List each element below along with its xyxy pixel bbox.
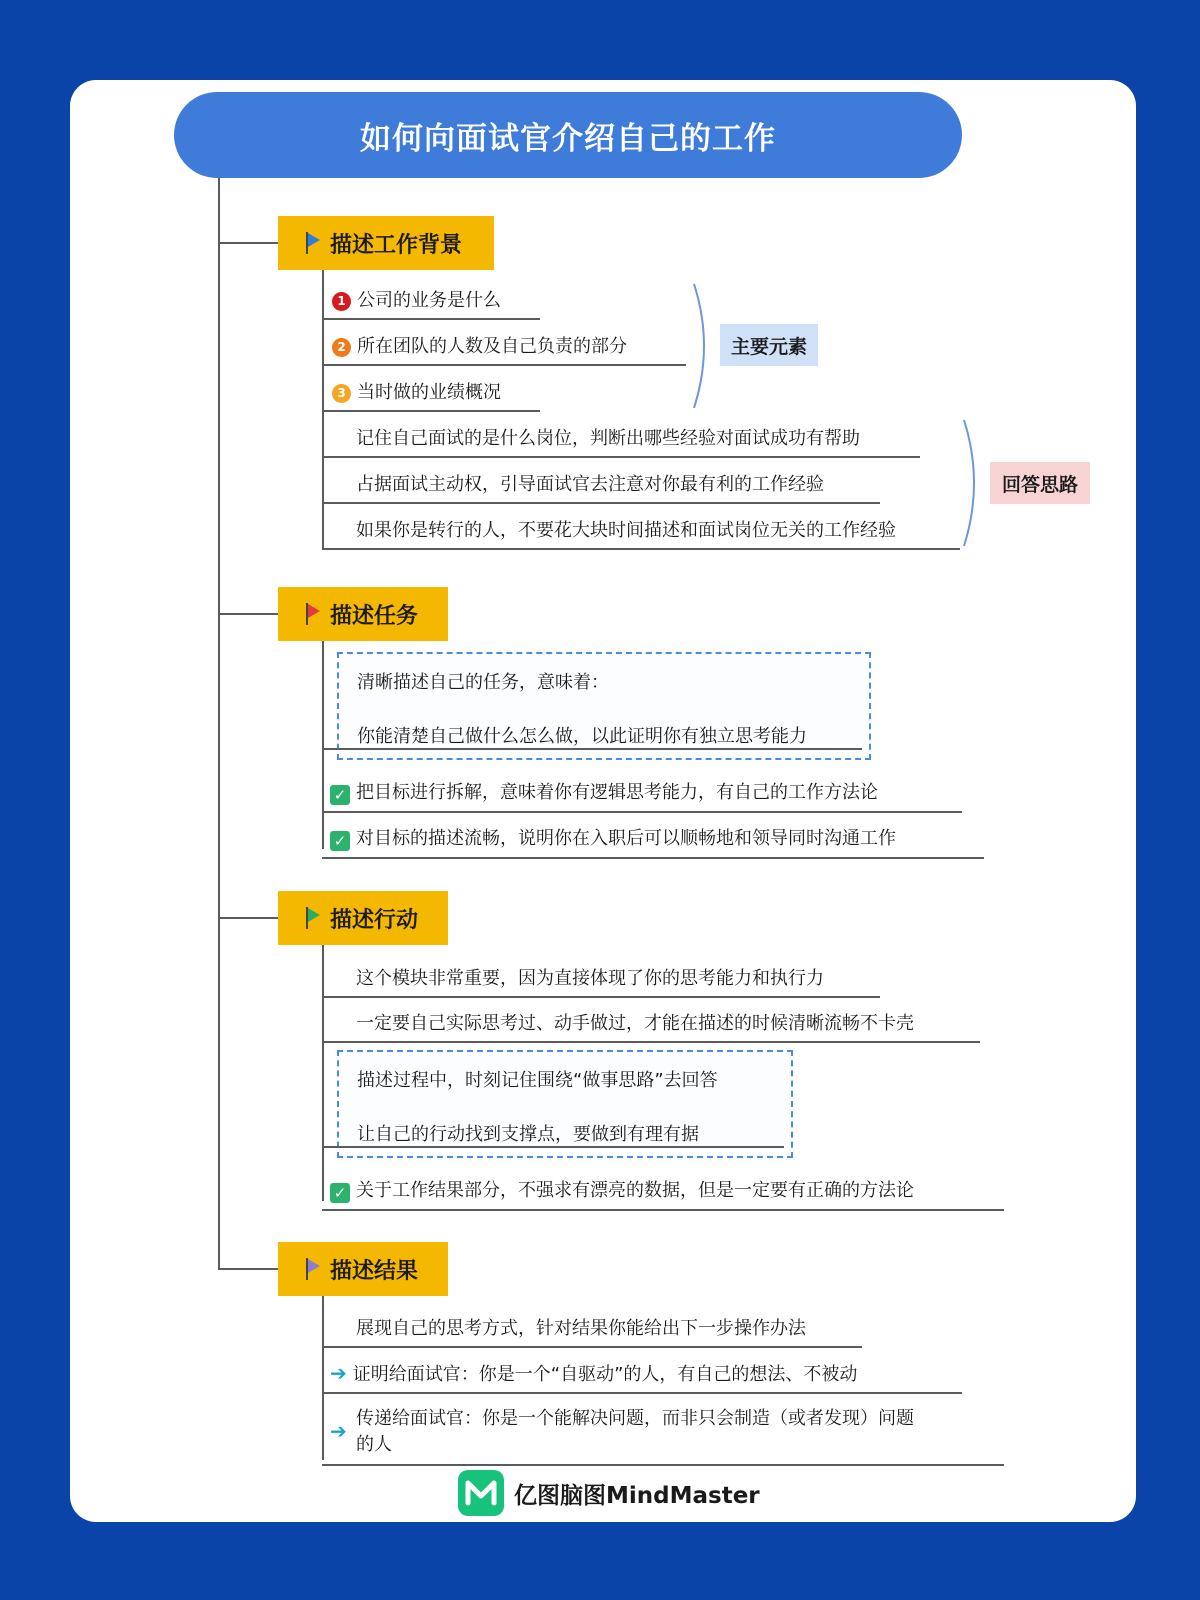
branch-connector <box>218 613 278 615</box>
branch-connector <box>218 1268 278 1270</box>
section-label: 描述结果 <box>330 1258 419 1284</box>
section-task[interactable] <box>278 587 448 641</box>
list-item[interactable]: 如果你是转行的人，不要花大块时间描述和面试岗位无关的工作经验 <box>322 516 960 550</box>
bracket-icon <box>692 282 718 410</box>
note-line: 你能清楚自己做什么怎么做，以此证明你有独立思考能力 <box>357 726 807 747</box>
item-text: 的人 <box>356 1434 392 1455</box>
mindmap-title: 如何向面试官介绍自己的工作 <box>174 92 962 178</box>
section-background[interactable] <box>278 216 494 270</box>
section-label: 描述行动 <box>330 907 419 933</box>
number-2-icon: 2 <box>332 338 351 357</box>
item-text: 传递给面试官：你是一个能解决问题，而非只会制造（或者发现）问题 <box>356 1408 914 1429</box>
note-line: 让自己的行动找到支撑点，要做到有理有据 <box>357 1124 699 1145</box>
list-item[interactable] <box>322 824 984 859</box>
item-text: 公司的业务是什么 <box>357 290 501 311</box>
flag-red-icon <box>306 603 320 625</box>
note-line: 描述过程中，时刻记住围绕“做事思路”去回答 <box>357 1070 718 1091</box>
list-item[interactable]: 展现自己的思考方式，针对结果你能给出下一步操作办法 <box>322 1314 862 1348</box>
list-item[interactable]: 一定要自己实际思考过、动手做过，才能在描述的时候清晰流畅不卡壳 <box>322 1009 980 1043</box>
section-label: 描述任务 <box>330 603 419 629</box>
number-1-icon: 1 <box>332 292 351 311</box>
item-text: 当时做的业绩概况 <box>357 382 501 403</box>
group-label-main-elements: 主要元素 <box>720 324 818 366</box>
logo-text: 亿图脑图MindMaster <box>514 1482 760 1509</box>
item-text: 对目标的描述流畅，说明你在入职后可以顺畅地和领导同时沟通工作 <box>356 828 896 849</box>
arrow-right-icon: ➔ <box>330 1419 347 1443</box>
main-connector <box>218 178 220 1270</box>
list-item[interactable] <box>322 1360 962 1394</box>
list-item[interactable] <box>322 1176 1004 1211</box>
item-text: 所在团队的人数及自己负责的部分 <box>357 336 627 357</box>
note-line: 清晰描述自己的任务，意味着： <box>357 672 609 693</box>
list-item[interactable] <box>322 778 962 813</box>
branch-connector <box>218 917 278 919</box>
section-result[interactable] <box>278 1242 448 1296</box>
item-text: 关于工作结果部分，不强求有漂亮的数据，但是一定要有正确的方法论 <box>356 1180 914 1201</box>
list-item[interactable] <box>322 286 540 320</box>
list-item[interactable]: 这个模块非常重要，因为直接体现了你的思考能力和执行力 <box>322 964 880 998</box>
flag-blue-icon <box>306 232 320 254</box>
mindmaster-logo <box>458 1470 760 1516</box>
number-3-icon: 3 <box>332 384 351 403</box>
item-underline <box>322 748 862 750</box>
checkmark-icon: ✓ <box>330 1183 350 1203</box>
section-label: 描述工作背景 <box>330 232 463 258</box>
list-item[interactable] <box>322 1406 1004 1466</box>
section-action[interactable] <box>278 891 448 945</box>
list-item[interactable] <box>322 378 540 412</box>
subtopic-connector <box>322 641 324 849</box>
item-text: 把目标进行拆解，意味着你有逻辑思考能力，有自己的工作方法论 <box>356 782 878 803</box>
bracket-icon <box>962 418 988 548</box>
flag-green-icon <box>306 907 320 929</box>
flag-purple-icon <box>306 1258 320 1280</box>
checkmark-icon: ✓ <box>330 831 350 851</box>
group-label-answer-approach: 回答思路 <box>990 462 1090 504</box>
branch-connector <box>218 242 278 244</box>
item-underline <box>322 1146 784 1148</box>
note-box[interactable] <box>337 1050 793 1158</box>
list-item[interactable]: 占据面试主动权，引导面试官去注意对你最有利的工作经验 <box>322 470 880 504</box>
mindmaster-logo-icon <box>458 1470 504 1516</box>
item-text: 证明给面试官：你是一个“自驱动”的人，有自己的想法、不被动 <box>352 1364 858 1385</box>
arrow-right-icon: ➔ <box>330 1361 347 1385</box>
list-item[interactable] <box>322 332 686 366</box>
checkmark-icon: ✓ <box>330 785 350 805</box>
list-item[interactable]: 记住自己面试的是什么岗位，判断出哪些经验对面试成功有帮助 <box>322 424 920 458</box>
note-box[interactable] <box>337 652 871 760</box>
